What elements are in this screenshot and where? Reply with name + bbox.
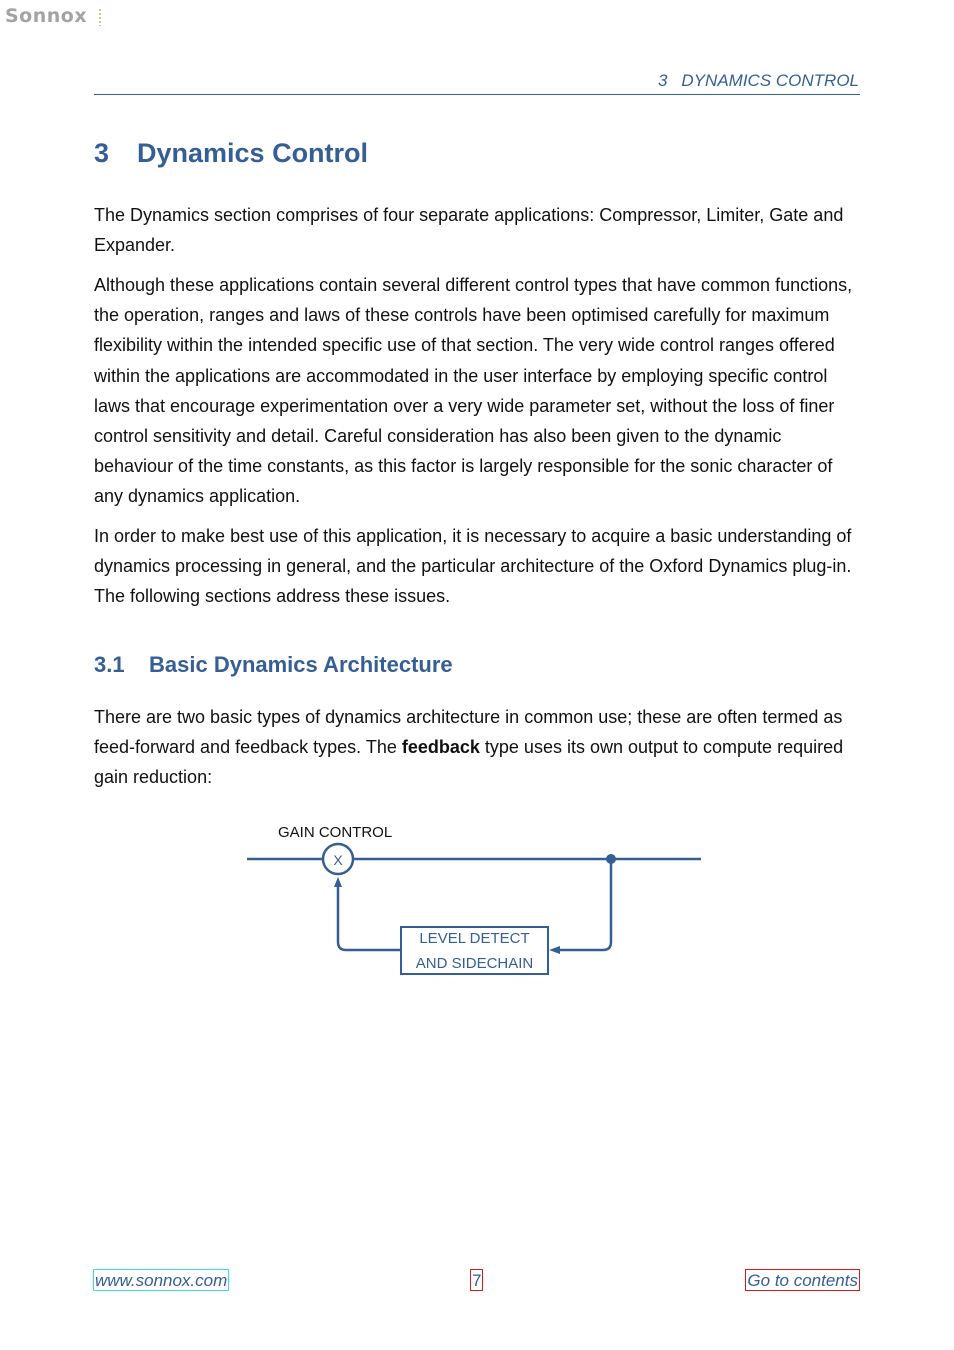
body-paragraph: In order to make best use of this application, it is necessary to acquire a basic understanding of dynamics processing in general, and the particular architecture of the Oxford Dynamics plug-in. The following sections address these issues. — [94, 526, 852, 607]
intro-paragraph: The Dynamics section comprises of four separate applications: Compressor, Limiter, Gate and Expander. — [94, 205, 844, 256]
section-paragraph-text: There are two basic types of dynamics architecture in common use; these are often termed as feed-forward and feedback types. The — [94, 707, 843, 758]
feedback-term: feedback — [401, 737, 480, 758]
body-paragraph: Although these applications contain several different control types that have common functions, the operation, ranges and laws of these controls have been optimised carefully for maximum flexibility within the intended specific use of that section. The very wide control ranges offered within the applications are accommodated in the user interface by employing specific control laws that encourage experimentation over a very wide parameter set, without the loss of finer control sensitivity and detail. Careful consideration has also been given to the dynamic behaviour of the time constants, as this factor is largely responsible for the sonic character of any dynamics application. — [94, 275, 853, 507]
section-heading — [94, 652, 453, 678]
sidechain-feed-line — [555, 859, 611, 950]
section-title: Basic Dynamics Architecture — [149, 652, 453, 677]
running-header — [658, 71, 859, 91]
sidechain-label: AND SIDECHAIN — [415, 955, 534, 972]
sidechain-arrowhead — [549, 946, 560, 954]
chapter-heading — [94, 138, 368, 169]
chapter-number: 3 — [94, 138, 110, 168]
gain-control-feedback-line — [338, 885, 401, 950]
feedback-diagram — [240, 815, 710, 985]
gain-control-label: GAIN CONTROL — [278, 824, 393, 841]
section-paragraph-text: type uses its own output to compute required gain reduction: — [94, 737, 844, 788]
section-paragraph — [94, 702, 864, 793]
page-number-link[interactable]: 7 — [472, 1271, 482, 1290]
running-header-title: DYNAMICS CONTROL — [681, 71, 859, 90]
logo-dots-icon — [99, 9, 101, 26]
gain-control-arrowhead — [334, 877, 342, 887]
section-number: 3.1 — [94, 652, 125, 677]
header-rule — [94, 94, 860, 95]
sonnox-logo: Sonnox — [5, 5, 88, 27]
level-detect-label: LEVEL DETECT — [419, 930, 530, 947]
go-to-contents-link[interactable]: Go to contents — [747, 1271, 858, 1290]
website-link[interactable]: www.sonnox.com — [95, 1271, 228, 1290]
running-header-number: 3 — [657, 71, 668, 90]
multiplier-symbol: X — [333, 852, 343, 868]
chapter-title: Dynamics Control — [137, 138, 369, 168]
